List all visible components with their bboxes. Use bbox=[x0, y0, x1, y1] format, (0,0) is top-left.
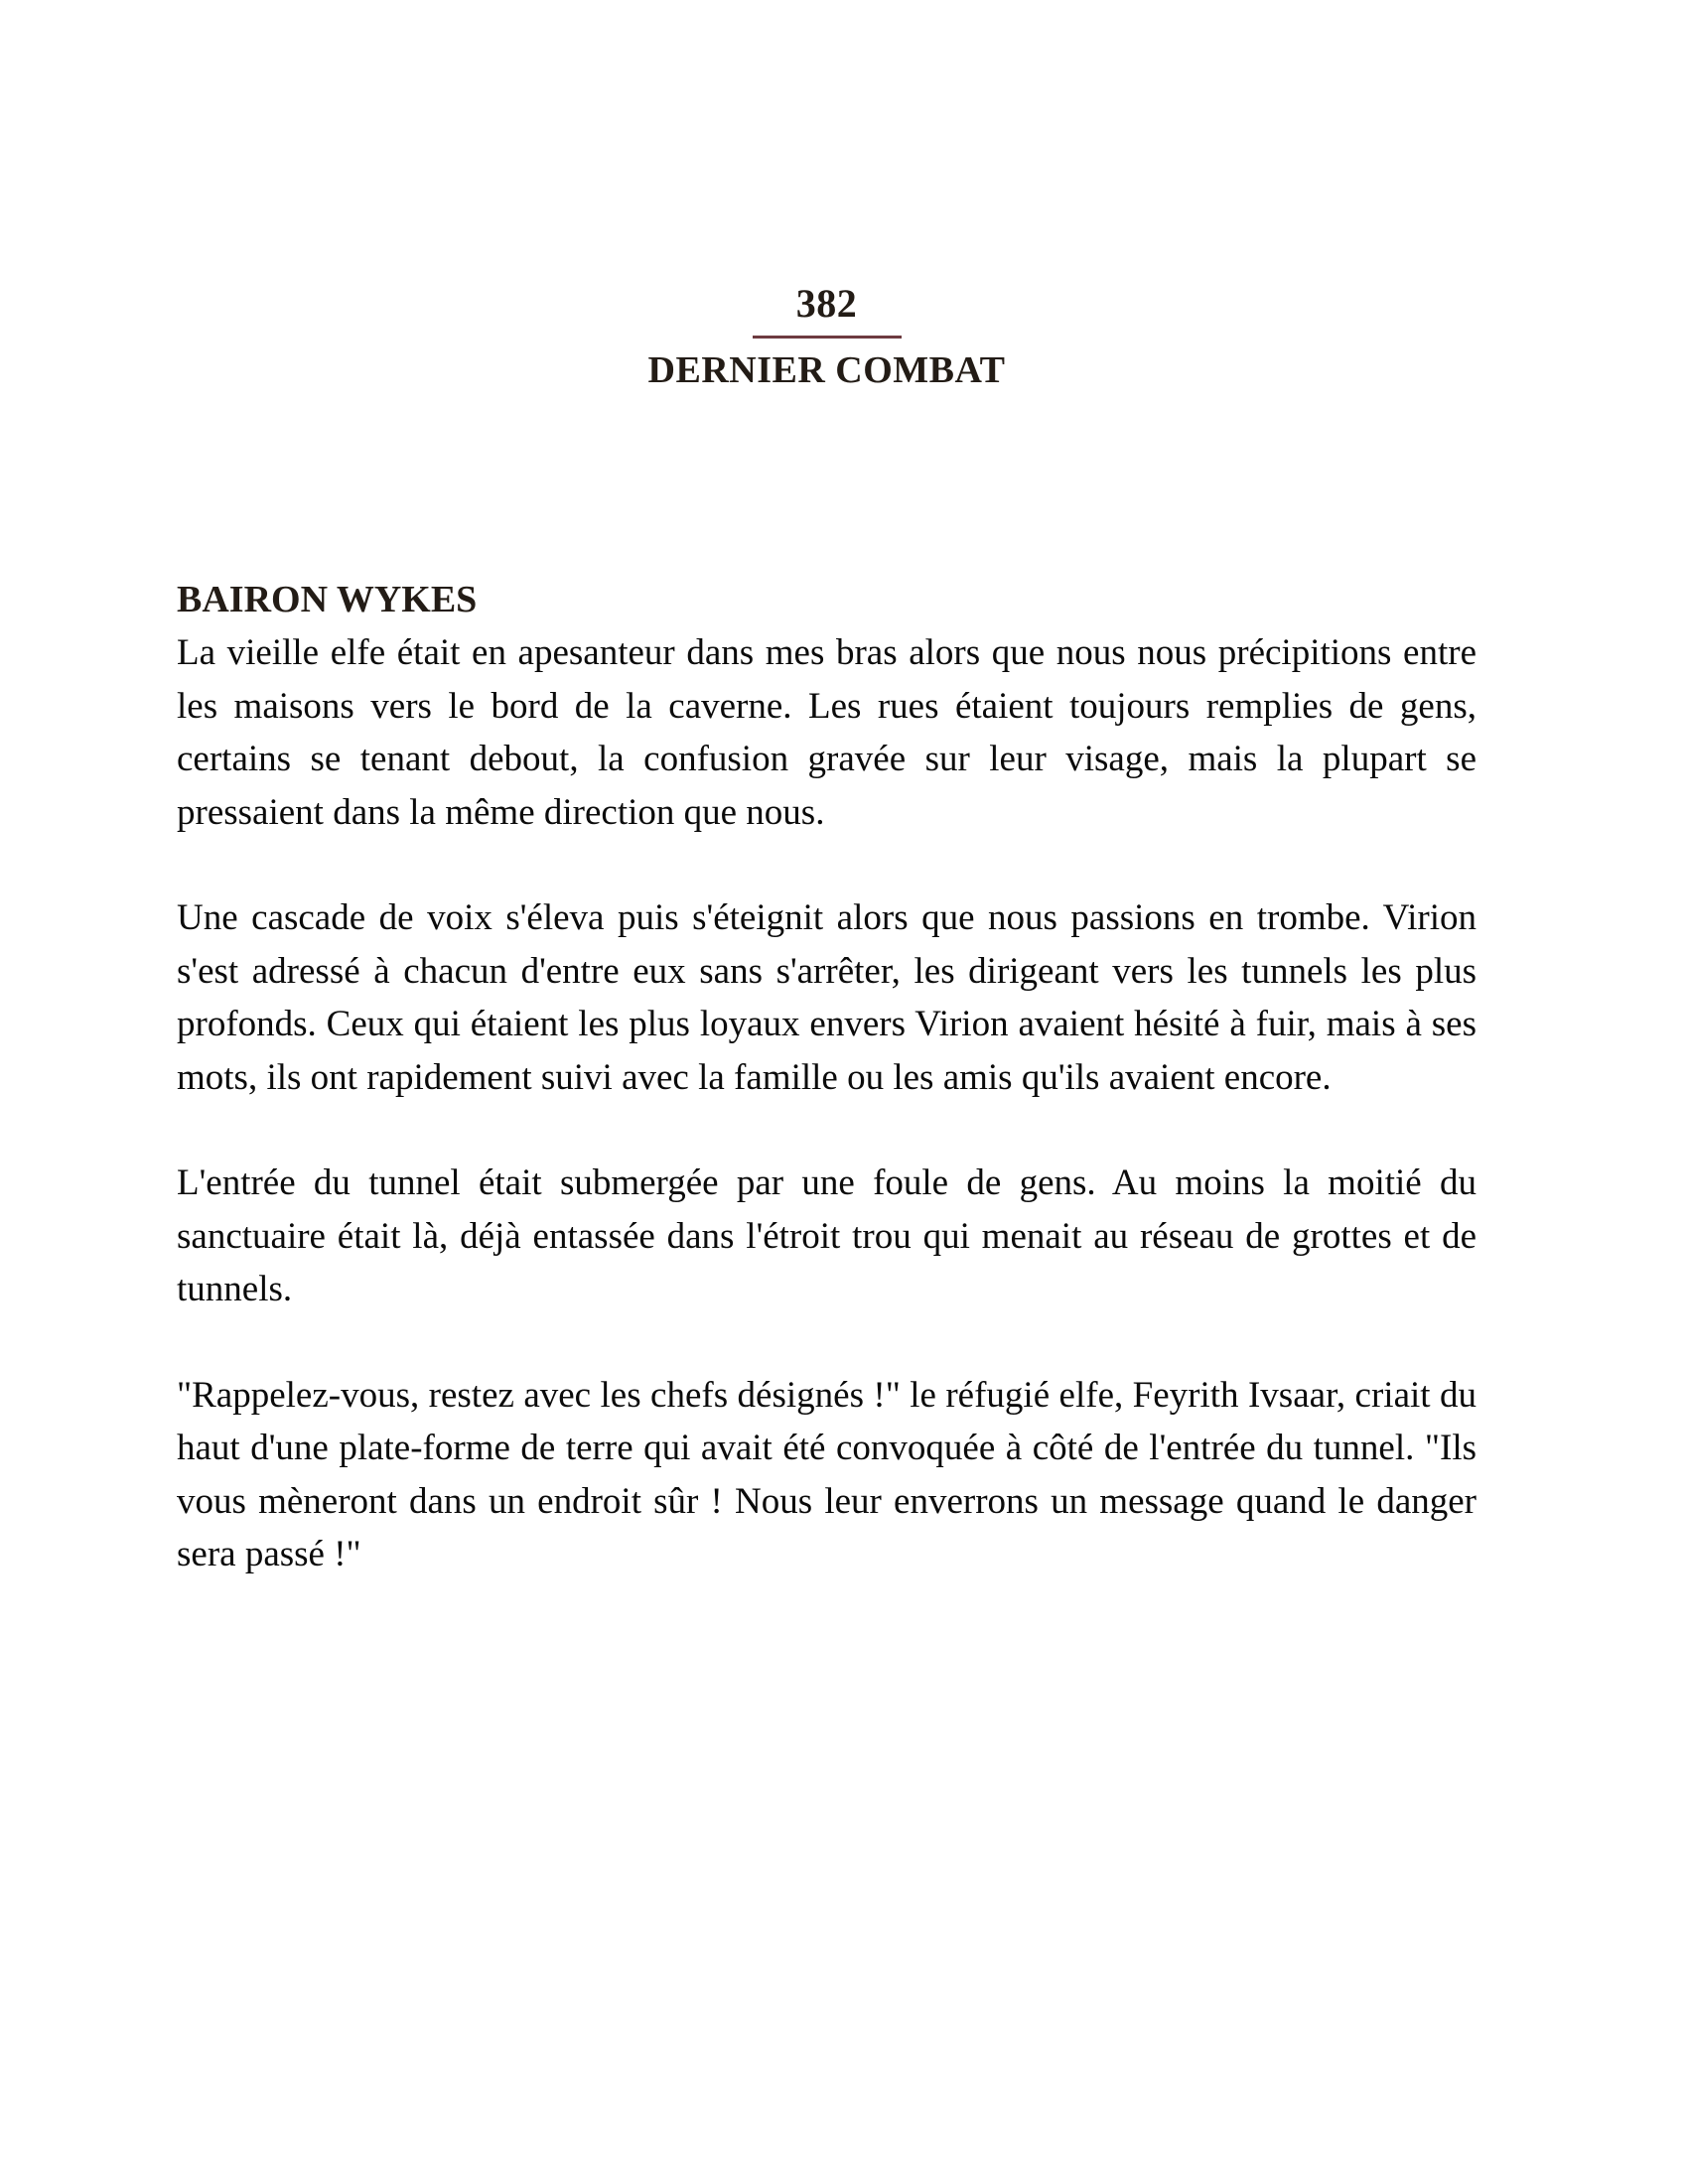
body-text bbox=[177, 626, 1477, 1581]
paragraph: "Rappelez-vous, restez avec les chefs désignés !" le réfugié elfe, Feyrith Ivsaar, criait du haut d'une plate-forme de terre qui avait été convoquée à côté de l'entrée du tunnel. "Ils vous mèneront dans un endroit sûr ! Nous leur enverrons un message quand le danger sera passé !" bbox=[177, 1374, 1477, 1574]
page-number-rule bbox=[753, 336, 902, 339]
section-heading: BAIRON WYKES bbox=[177, 579, 478, 620]
chapter-title: DERNIER COMBAT bbox=[647, 349, 1006, 391]
paragraph: La vieille elfe était en apesanteur dans mes bras alors que nous nous précipitions entre les maisons vers le bord de la caverne. Les rues étaient toujours remplies de gens, certains se tenant debout, la confusion gravée sur leur visage, mais la plupart se pressaient dans la même direction que nous. bbox=[177, 632, 1477, 833]
page-number: 382 bbox=[795, 281, 858, 326]
paragraph: Une cascade de voix s'éleva puis s'éteignit alors que nous passions en trombe. Virion s'est adressé à chacun d'entre eux sans s'arrêter, les dirigeant vers les tunnels les plus profonds. Ceux qui étaient les plus loyaux envers Virion avaient hésité à fuir, mais à ses mots, ils ont rapidement suivi avec la famille ou les amis qu'ils avaient encore. bbox=[177, 897, 1477, 1098]
page-header bbox=[177, 281, 1477, 392]
paragraph: L'entrée du tunnel était submergée par une foule de gens. Au moins la moitié du sanctuaire était là, déjà entassée dans l'étroit trou qui menait au réseau de grottes et de tunnels. bbox=[177, 1162, 1477, 1309]
text-column bbox=[177, 0, 1477, 1634]
